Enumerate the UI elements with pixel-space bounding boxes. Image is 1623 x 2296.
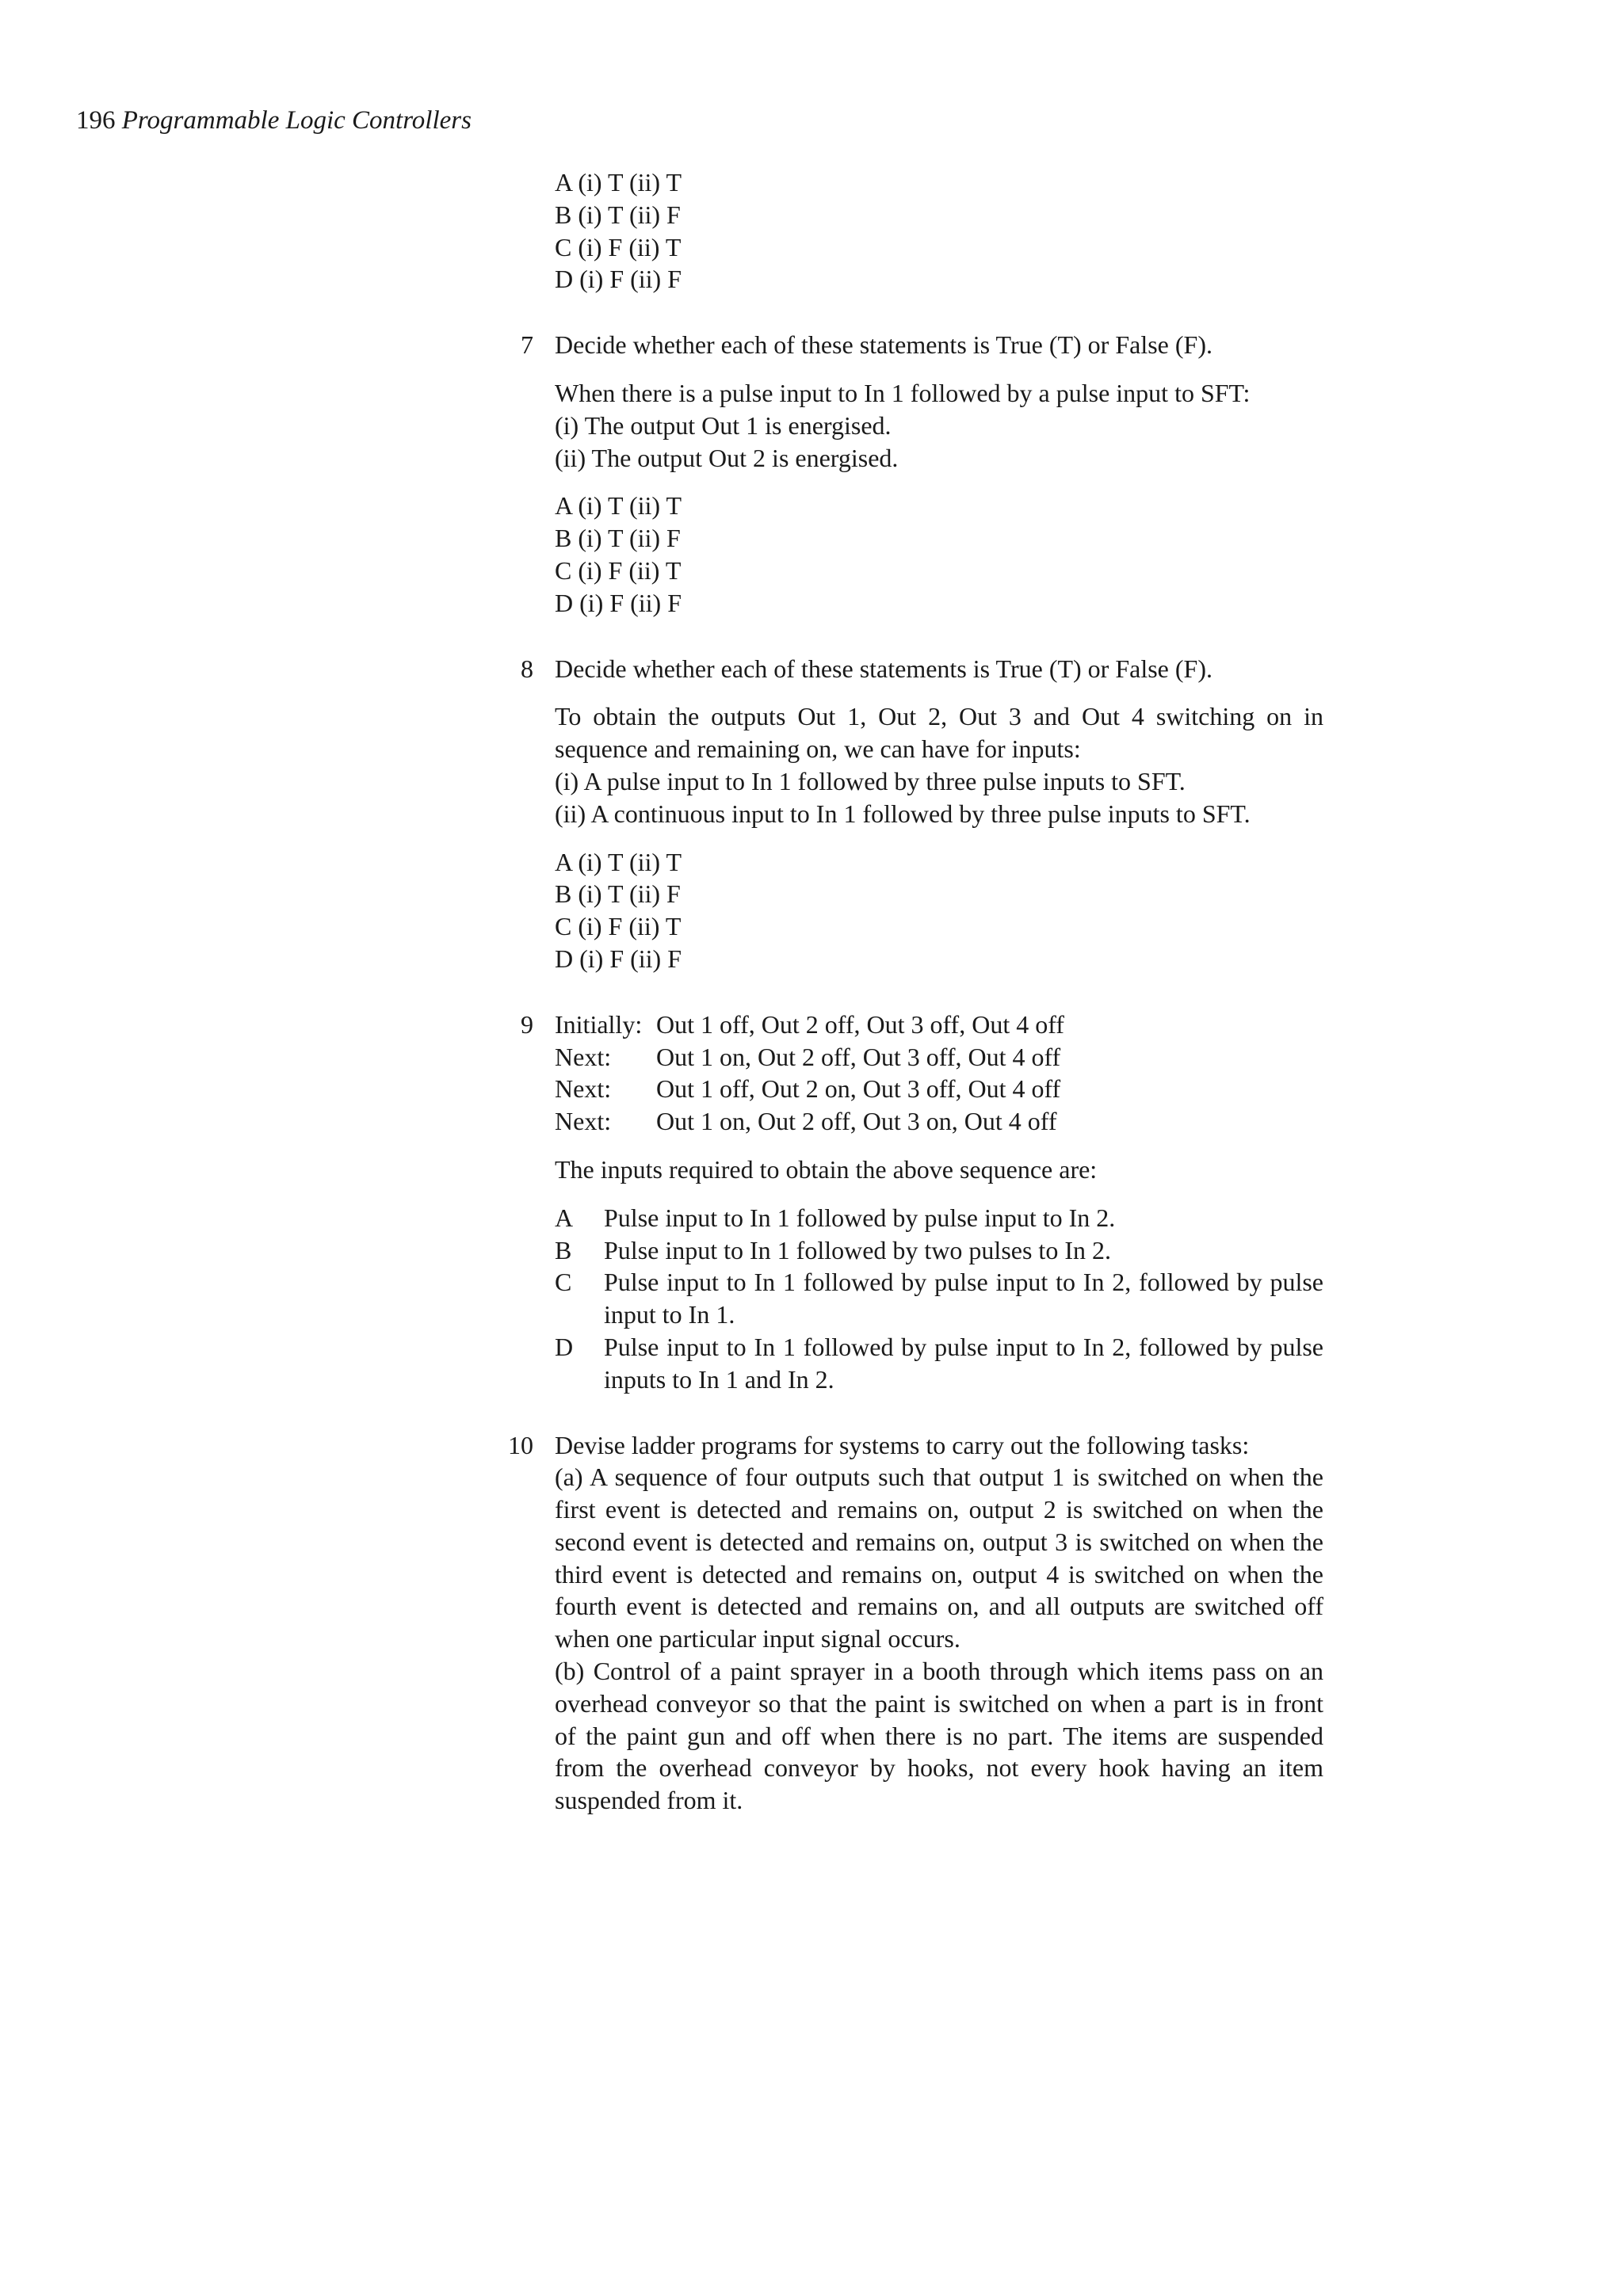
question-intro: The inputs required to obtain the above sequence are: [555,1154,1098,1184]
option-text: Pulse input to In 1 followed by pulse input to In 2, followed by pulse inputs to In 1 and In 2. [604,1332,1323,1394]
statement-i: (i) The output Out 1 is energised. [555,410,892,440]
question-9 [499,1009,1323,1396]
statement-i: (i) A pulse input to In 1 followed by three pulse inputs to SFT. [555,766,1186,795]
option-d: D (i) F (ii) F [555,944,682,973]
question-stem: Decide whether each of these statements is True (T) or False (F). [555,654,1212,683]
question-number: 7 [521,330,533,360]
option-letter: C [555,1268,572,1297]
running-header [76,105,472,136]
option-d: D (i) F (ii) F [555,265,682,294]
option-c [555,1266,1323,1331]
sequence-row: Next: Out 1 off, Out 2 on, Out 3 off, Out 4 off [555,1074,1061,1104]
option-text: Pulse input to In 1 followed by pulse input to In 2. [604,1203,1116,1232]
page-content [499,166,1323,1817]
question-7 [499,329,1323,619]
option-a: A (i) T (ii) T [555,847,682,876]
option-b [555,1234,1323,1267]
option-b: B (i) T (ii) F [555,524,681,553]
option-letter: A [555,1203,574,1232]
option-b: B (i) T (ii) F [555,200,681,229]
option-a: A (i) T (ii) T [555,491,682,521]
option-c: C (i) F (ii) T [555,912,682,941]
question-8 [499,653,1323,975]
statement-ii: (ii) The output Out 2 is energised. [555,443,899,472]
question-6-options [499,166,1323,296]
option-a: A (i) T (ii) T [555,168,682,196]
statement-ii: (ii) A continuous input to In 1 followed by three pulse inputs to SFT. [555,799,1251,828]
option-c: C (i) F (ii) T [555,232,682,261]
task-b: (b) Control of a paint sprayer in a booth through which items pass on an overhead conveyor so that the paint is switched on when a part is in front of the paint gun and off when there is no part. The items are suspended from the overhead conveyor by hooks, not every hook having an item suspended from it. [555,1657,1323,1815]
option-text: Pulse input to In 1 followed by pulse input to In 2, followed by pulse input to In 1. [604,1268,1323,1329]
question-intro: To obtain the outputs Out 1, Out 2, Out 3 and Out 4 switching on in sequence and remaining on, we can have for inputs: [555,702,1323,764]
question-stem: Devise ladder programs for systems to carry out the following tasks: [555,1430,1250,1459]
question-10 [499,1429,1323,1817]
option-text: Pulse input to In 1 followed by two pulses to In 2. [604,1235,1111,1264]
question-number: 8 [521,654,533,683]
option-b: B (i) T (ii) F [555,879,681,909]
sequence-row: Initially: Out 1 off, Out 2 off, Out 3 off, Out 4 off [555,1009,1064,1039]
page-number: 196 [76,106,116,135]
option-d: D (i) F (ii) F [555,588,682,617]
option-a [555,1202,1323,1234]
option-letter: B [555,1235,572,1264]
option-c: C (i) F (ii) T [555,555,682,585]
sequence-row: Next: Out 1 on, Out 2 off, Out 3 off, Out 4 off [555,1042,1061,1071]
question-number: 10 [508,1430,533,1459]
task-a: (a) A sequence of four outputs such that output 1 is switched on when the first event is detected and remains on, output 2 is switched on when the second event is detected and remains on, output 3 is switched on when the third event is detected and remains on, output 4 is switched on when the fourth event is detected and remains on, and all outputs are switched off when one particular input signal occurs. [555,1463,1323,1653]
question-number: 9 [521,1009,533,1039]
option-d [555,1331,1323,1396]
question-stem: Decide whether each of these statements is True (T) or False (F). [555,330,1212,360]
option-letter: D [555,1332,574,1361]
question-intro: When there is a pulse input to In 1 followed by a pulse input to SFT: [555,378,1251,407]
book-title: Programmable Logic Controllers [121,106,472,135]
sequence-row: Next: Out 1 on, Out 2 off, Out 3 on, Out 4 off [555,1107,1057,1136]
